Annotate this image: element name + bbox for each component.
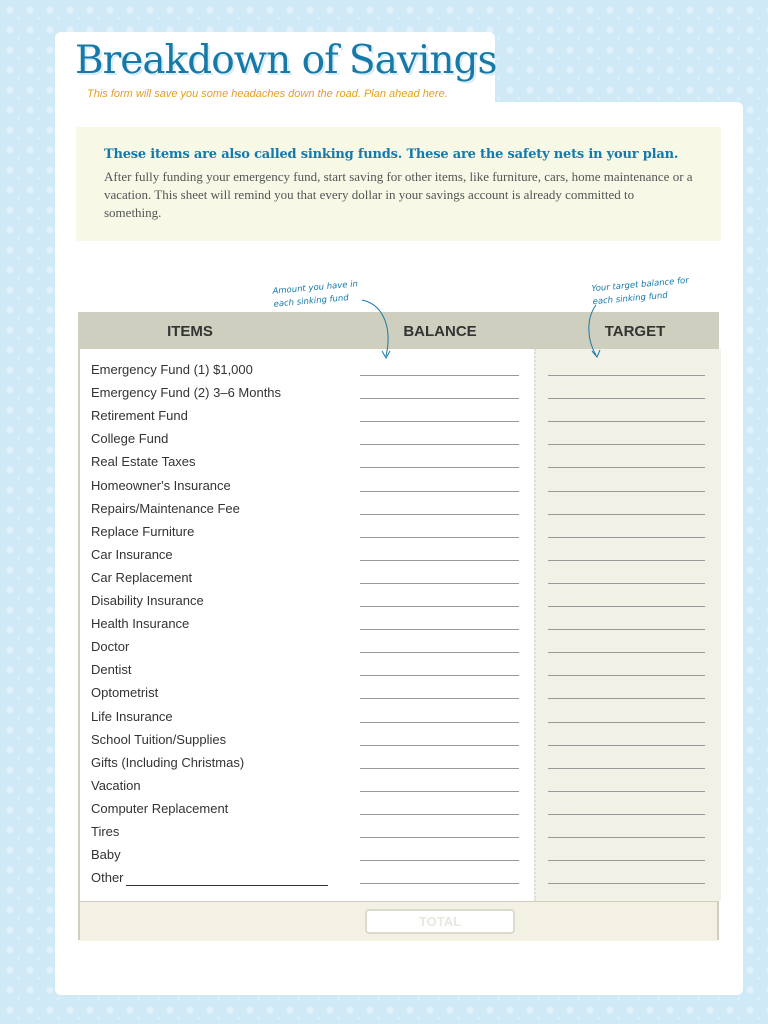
row-label: Retirement Fund xyxy=(91,408,188,424)
target-arrow-icon xyxy=(589,305,596,355)
column-header-balance: BALANCE xyxy=(403,323,477,340)
balance-arrow-icon xyxy=(362,300,388,356)
row-label: Car Insurance xyxy=(91,546,173,562)
target-annotation-line2: each sinking fund xyxy=(592,290,669,308)
row-label: Replace Furniture xyxy=(91,523,195,539)
row-label: Repairs/Maintenance Fee xyxy=(91,500,240,516)
intro-heading: These items are also called sinking funds. These are the safety nets in your plan. xyxy=(104,147,679,162)
row-label: Disability Insurance xyxy=(91,593,204,608)
column-header-items: ITEMS xyxy=(167,323,213,340)
page-title: Breakdown of Savings xyxy=(75,38,497,83)
row-label: Optometrist xyxy=(91,685,159,701)
total-field[interactable]: TOTAL xyxy=(365,909,515,934)
row-label: Gifts (Including Christmas) xyxy=(91,754,245,770)
row-label: Tires xyxy=(91,824,120,839)
row-label: Doctor xyxy=(91,639,130,655)
row-label: Real Estate Taxes xyxy=(91,454,196,470)
row-label: Computer Replacement xyxy=(91,800,229,816)
intro-text: After fully funding your emergency fund, start saving for other items, like furniture, cars, home maintenance or a vacation. This sheet will remind you that every dollar in your savings account is already committed to something. xyxy=(104,169,693,220)
row-label: Other xyxy=(91,870,124,886)
row-label: Emergency Fund (2) 3–6 Months xyxy=(91,385,282,401)
row-label: Homeowner's Insurance xyxy=(91,477,231,493)
row-label: College Fund xyxy=(91,431,169,447)
column-header-target: TARGET xyxy=(604,323,666,340)
row-label: School Tuition/Supplies xyxy=(91,731,227,747)
row-label: Life Insurance xyxy=(91,708,173,724)
balance-annotation-line2: each sinking fund xyxy=(273,293,350,310)
target-annotation-line1: Your target balance for xyxy=(591,275,690,295)
row-label: Baby xyxy=(91,847,121,863)
row-label: Car Replacement xyxy=(91,569,193,585)
row-label: Dentist xyxy=(91,662,132,678)
page-subtitle: This form will save you some headaches down the road. Plan ahead here. xyxy=(87,88,448,100)
row-label: Emergency Fund (1) $1,000 xyxy=(91,362,253,377)
balance-annotation-line1: Amount you have in xyxy=(272,279,359,297)
row-label: Vacation xyxy=(91,777,141,793)
target-arrowhead-icon xyxy=(592,350,600,357)
row-label: Health Insurance xyxy=(91,616,190,632)
